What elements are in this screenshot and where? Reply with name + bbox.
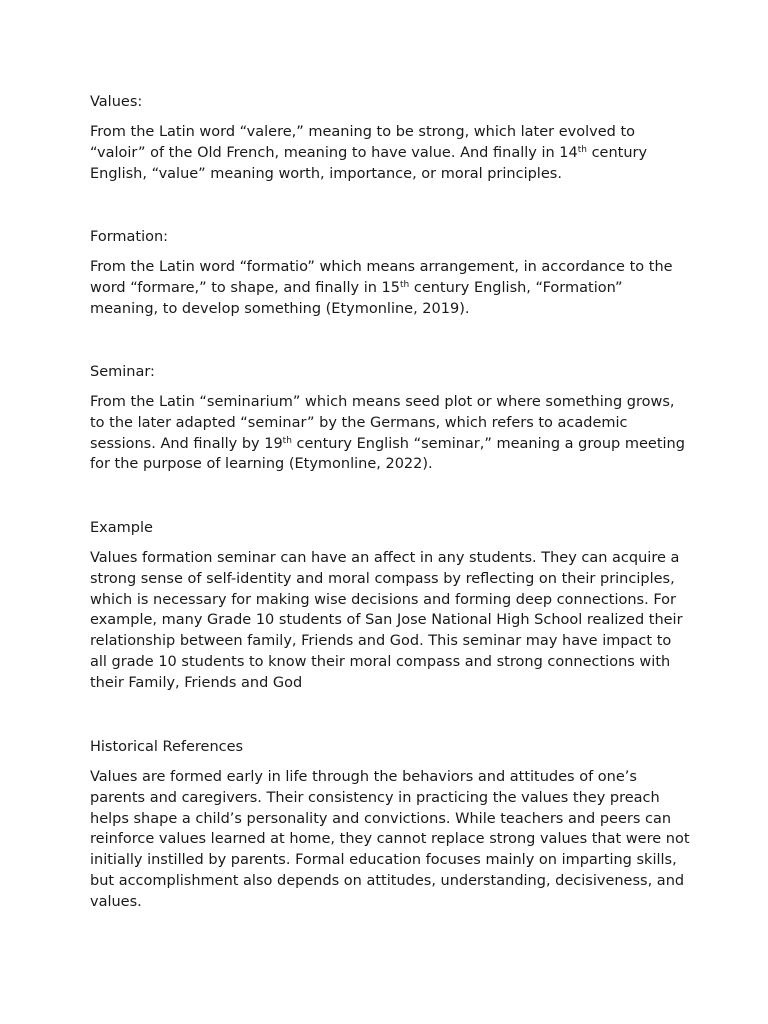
section-paragraph: Values formation seminar can have an affect in any students. They can acquire a strong sense of self-identity and moral compass by reflecting on their principles, which is necessary for making wise decisions and forming deep connections. For example, many Grade 10 students of San Jose National High School realized their relationship between family, Friends and God. This seminar may have impact to all grade 10 students to know their moral compass and strong connections with their Family, Friends and God (90, 550, 683, 691)
section-paragraph: From the Latin word “formatio” which means arrangement, in accordance to the word “formare,” to shape, and finally in 15th century English, “Formation” meaning, to develop something (Etymonline, 2019). (90, 259, 673, 317)
section-heading: Formation: (90, 229, 169, 245)
section-paragraph: From the Latin word “valere,” meaning to be strong, which later evolved to “valoir” of the Old French, meaning to have value. And finally in 14th century English, “value” meaning worth, importance, or moral principles. (90, 124, 648, 182)
section-historical-references (90, 737, 690, 913)
section-seminar (90, 362, 690, 475)
section-values (90, 92, 690, 184)
section-formation (90, 227, 690, 319)
section-example (90, 518, 690, 694)
section-paragraph: From the Latin “seminarium” which means seed plot or where something grows, to the later adapted “seminar” by the Germans, which refers to academic sessions. And finally by 19th century English “seminar,” meaning a group meeting for the purpose of learning (Etymonline, 2022). (90, 394, 685, 473)
section-heading: Historical References (90, 739, 244, 755)
section-paragraph: Values are formed early in life through the behaviors and attitudes of one’s parents and caregivers. Their consistency in practicing the values they preach helps shape a child’s personality and convictions. While teachers and peers can reinforce values learned at home, they cannot replace strong values that were not initially instilled by parents. Formal education focuses mainly on imparting skills, but accomplishment also depends on attitudes, understanding, decisiveness, and values. (90, 769, 690, 910)
section-heading: Example (90, 520, 153, 536)
section-heading: Seminar: (90, 364, 155, 380)
section-heading: Values: (90, 94, 143, 110)
